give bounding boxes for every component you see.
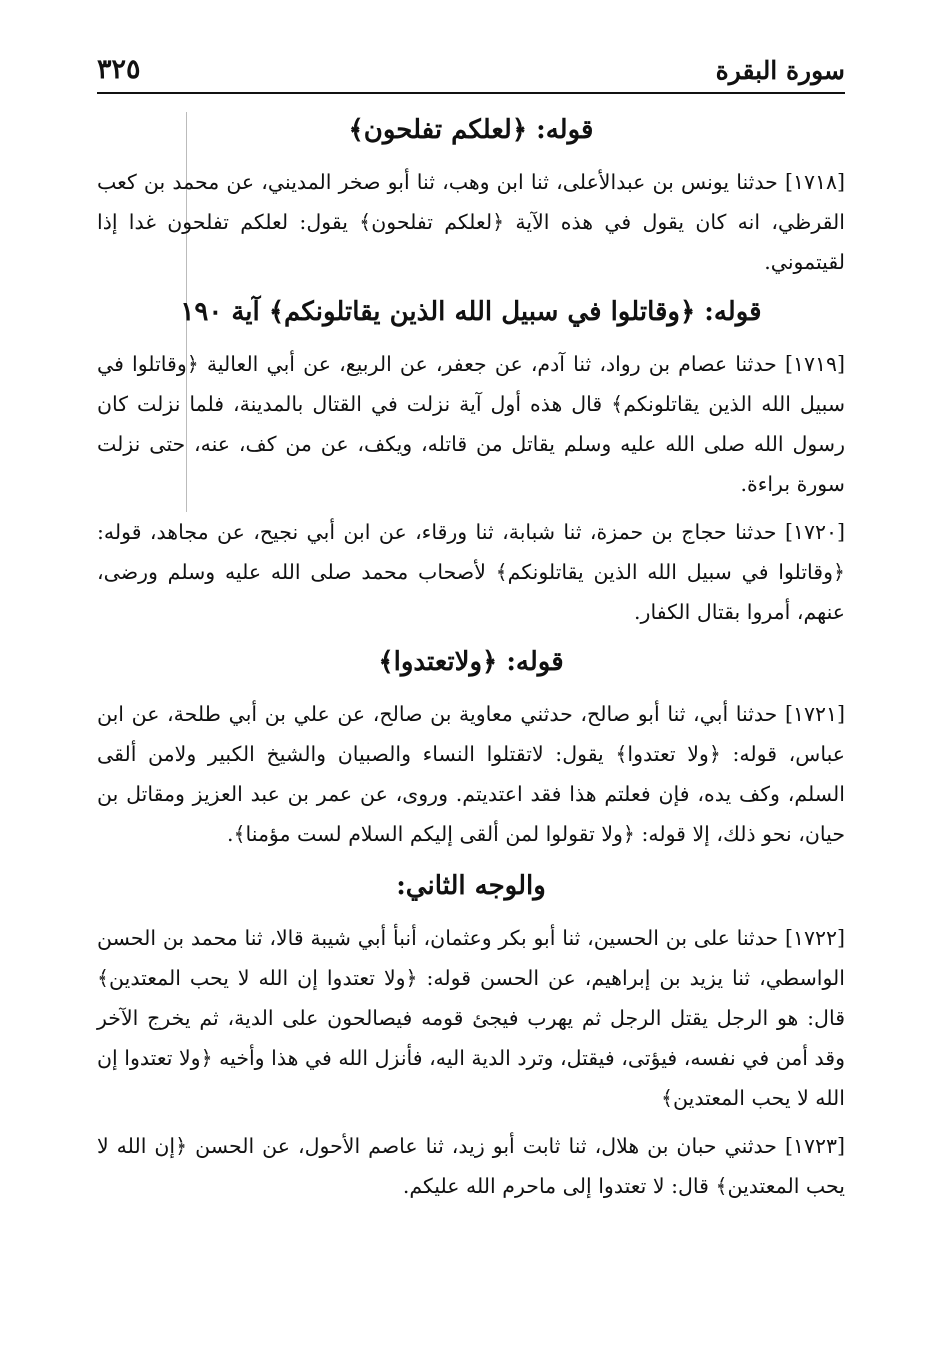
hadith-1719: [١٧١٩] حدثنا عصام بن رواد، ثنا آدم، عن جعفر، عن الربيع، عن أبي العالية ﴿وقاتلوا في سبيل الله الذين يقاتلونكم﴾ قال هذه أول آية نزلت في القتال بالمدينة، فلما نزلت كان رسول الله صلى الله عليه وسلم يقاتل من قاتله، ويكف، عن من كف، عنه، حتى نزلت سورة براءة. <box>97 352 845 496</box>
section-heading: قوله: ﴿لعلكم تفلحون﴾ <box>348 115 594 145</box>
page-header <box>97 50 845 94</box>
hadith-1718: [١٧١٨] حدثنا يونس بن عبدالأعلى، ثنا ابن وهب، ثنا أبو صخر المديني، عن محمد بن كعب القرظي، انه كان يقول في هذه الآية ﴿لعلكم تفلحون﴾ يقول: لعلكم تفلحون غدا إذا لقيتموني. <box>97 170 845 274</box>
hadith-1721: [١٧٢١] حدثنا أبي، ثنا أبو صالح، حدثني معاوية بن صالح، عن علي بن أبي طلحة، عن ابن عباس، قوله: ﴿ولا تعتدوا﴾ يقول: لاتقتلوا النساء والصبيان والشيخ الكبير ولامن ألقى السلم، وكف يده، فإن فعلتم هذا فقد اعتديتم. وروى، عن عمر بن عبد العزيز ومقاتل بن حيان، نحو ذلك، إلا قوله: ﴿ولا تقولوا لمن ألقى إليكم السلام لست مؤمنا﴾. <box>97 702 845 846</box>
surah-title: سورة البقرة <box>715 56 845 85</box>
section-heading: قوله: ﴿ولاتعتدوا﴾ <box>378 647 564 677</box>
hadith-1723: [١٧٢٣] حدثني حبان بن هلال، ثنا ثابت أبو زيد، ثنا عاصم الأحول، عن الحسن ﴿إن الله لا يحب المعتدين﴾ قال: لا تعتدوا إلى ماحرم الله عليكم. <box>97 1134 845 1198</box>
page-body <box>97 108 845 1214</box>
section-heading: والوجه الثاني: <box>396 871 546 901</box>
page-number: ٣٢٥ <box>97 54 141 85</box>
hadith-1720: [١٧٢٠] حدثنا حجاج بن حمزة، ثنا شبابة، ثنا ورقاء، عن ابن أبي نجيح، عن مجاهد، قوله: ﴿وقاتلوا في سبيل الله الذين يقاتلونكم﴾ لأصحاب محمد صلى الله عليه وسلم ورضى، عنهم، أمروا بقتال الكفار. <box>97 520 845 624</box>
hadith-1722: [١٧٢٢] حدثنا على بن الحسين، ثنا أبو بكر وعثمان، أنبأ أبي شيبة قالا، ثنا محمد بن الحسن الواسطي، ثنا يزيد بن إبراهيم، عن الحسن قوله: ﴿ولا تعتدوا إن الله لا يحب المعتدين﴾ قال: هو الرجل يقتل الرجل ثم يهرب فيجئ قومه فيصالحون على الدية، ثم يخرج الآخر وقد أمن في نفسه، فيؤتى، فيقتل، وترد الدية اليه، فأنزل الله في هذا وأخيه ﴿ولا تعتدوا إن الله لا يحب المعتدين﴾ <box>97 926 845 1110</box>
section-heading: قوله: ﴿وقاتلوا في سبيل الله الذين يقاتلونكم﴾ آية ١٩٠ <box>180 297 762 327</box>
